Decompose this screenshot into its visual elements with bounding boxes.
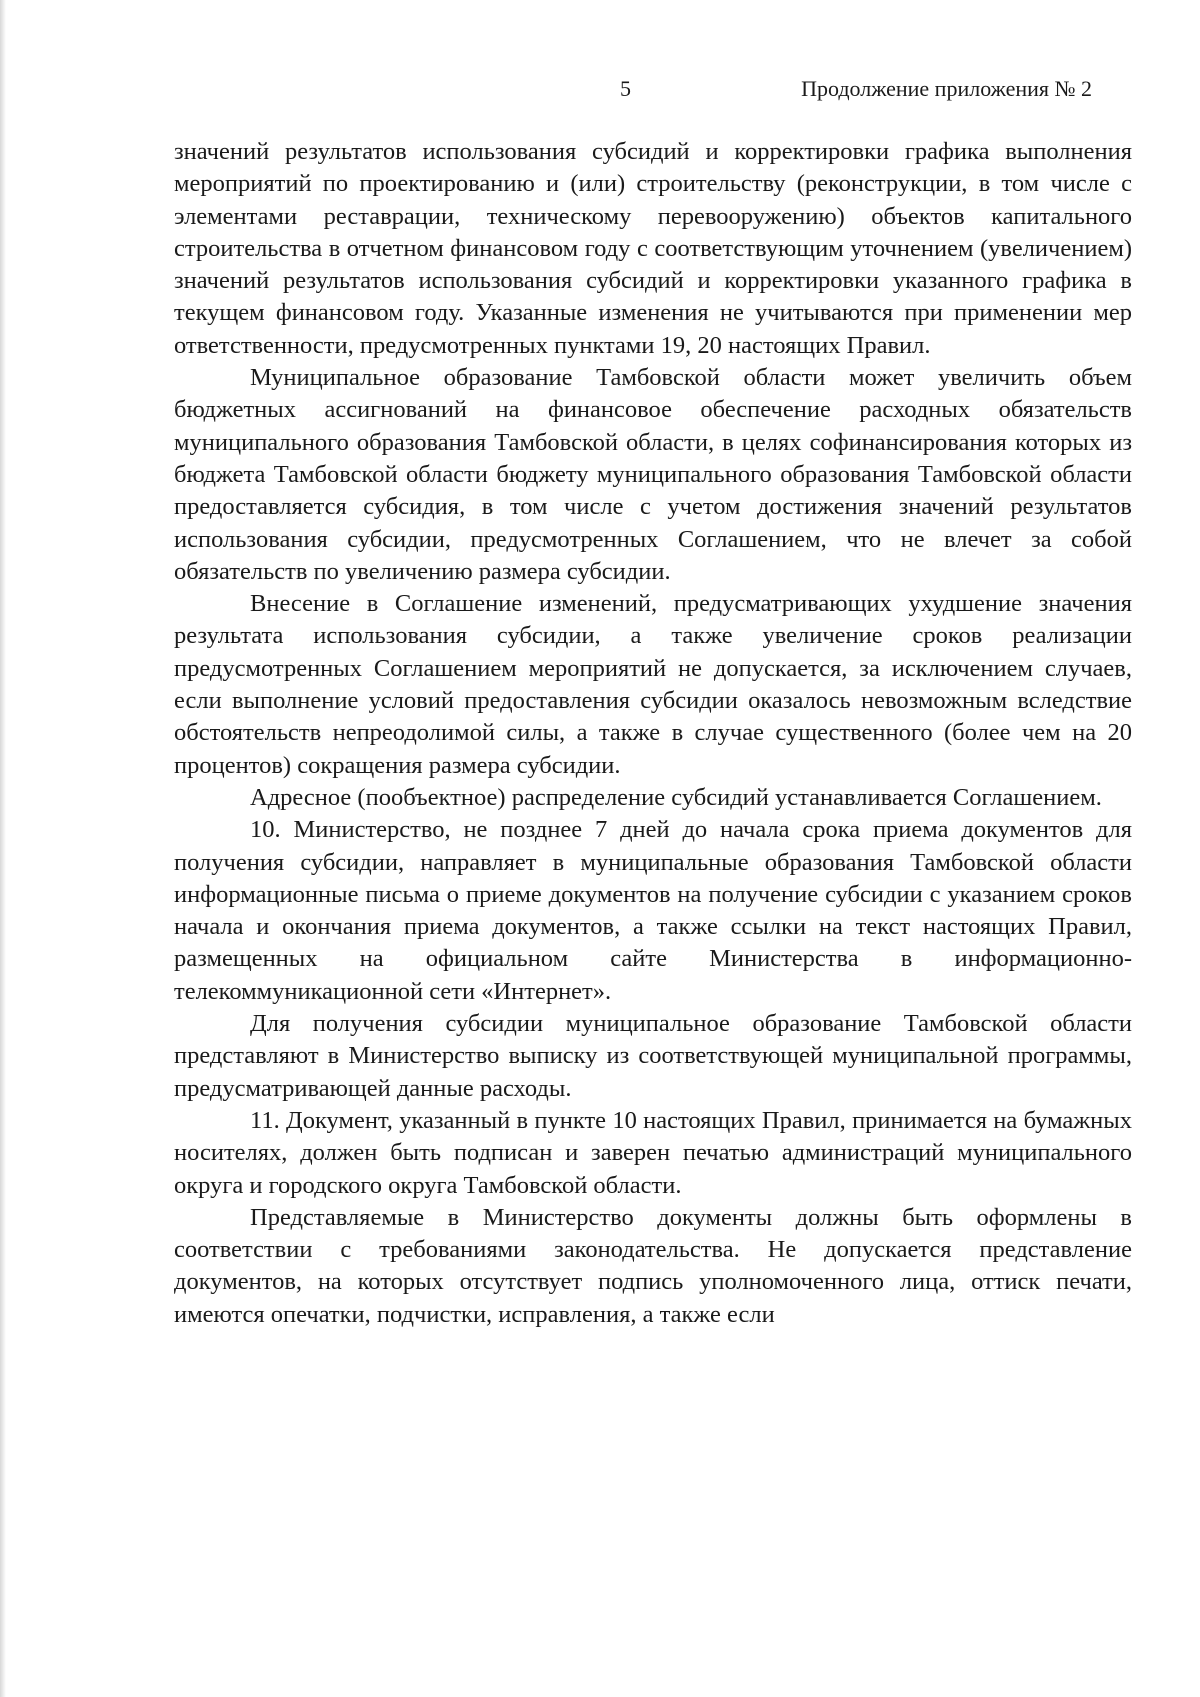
paragraph-clause-10: 10. Министерство, не позднее 7 дней до начала срока приема документов для получения субсидии, направляет в муниципальные образования Тамбовской области информационные письма о приеме документов на получение субсидии с указанием сроков начала и окончания приема документов, а также ссылки на текст настоящих Правил, размещенных на официальном сайте Министерства в информационно-телекоммуникационной сети «Интернет». xyxy=(174,816,1132,1005)
paragraph: Представляемые в Министерство документы должны быть оформлены в соответствии с требованиями законодательства. Не допускается представление документов, на которых отсутствует подпись уполномоченного лица, оттиск печати, имеются опечатки, подчистки, исправления, а также если xyxy=(174,1203,1132,1328)
paragraph: Муниципальное образование Тамбовской области может увеличить объем бюджетных ассигнований на финансовое обеспечение расходных обязательств муниципального образования Тамбовской области, в целях софинансирования которых из бюджета Тамбовской области бюджету муниципального образования Тамбовской области предоставляется субсидия, в том числе с учетом достижения значений результатов использования субсидии, предусмотренных Соглашением, что не влечет за собой обязательств по увеличению размера субсидии. xyxy=(174,364,1132,585)
paragraph: Адресное (пообъектное) распределение субсидий устанавливается Соглашением. xyxy=(250,783,1102,811)
page-number: 5 xyxy=(620,76,631,101)
document-body xyxy=(174,136,1132,1331)
paragraph-clause-11: 11. Документ, указанный в пункте 10 настоящих Правил, принимается на бумажных носителях, должен быть подписан и заверен печатью администраций муниципального округа и городского округа Тамбовской области. xyxy=(174,1106,1132,1199)
header-title: Продолжение приложения № 2 xyxy=(801,76,1092,101)
page-header xyxy=(0,76,1200,110)
paragraph: Внесение в Соглашение изменений, предусматривающих ухудшение значения результата использования субсидии, а также увеличение сроков реализации предусмотренных Соглашением мероприятий не допускается, за исключением случаев, если выполнение условий предоставления субсидии оказалось невозможным вследствие обстоятельств непреодолимой силы, а также в случае существенного (более чем на 20 процентов) сокращения размера субсидии. xyxy=(174,590,1132,779)
scan-edge xyxy=(0,0,6,1697)
paragraph-continuation: значений результатов использования субсидий и корректировки графика выполнения мероприятий по проектированию и (или) строительству (реконструкции, в том числе с элементами реставрации, техническому перевооружению) объектов капитального строительства в отчетном финансовом году с соответствующим уточнением (увеличением) значений результатов использования субсидий и корректировки указанного графика в текущем финансовом году. Указанные изменения не учитываются при применении мер ответственности, предусмотренных пунктами 19, 20 настоящих Правил. xyxy=(174,138,1132,359)
paragraph: Для получения субсидии муниципальное образование Тамбовской области представляют в Министерство выписку из соответствующей муниципальной программы, предусматривающей данные расходы. xyxy=(174,1010,1132,1102)
